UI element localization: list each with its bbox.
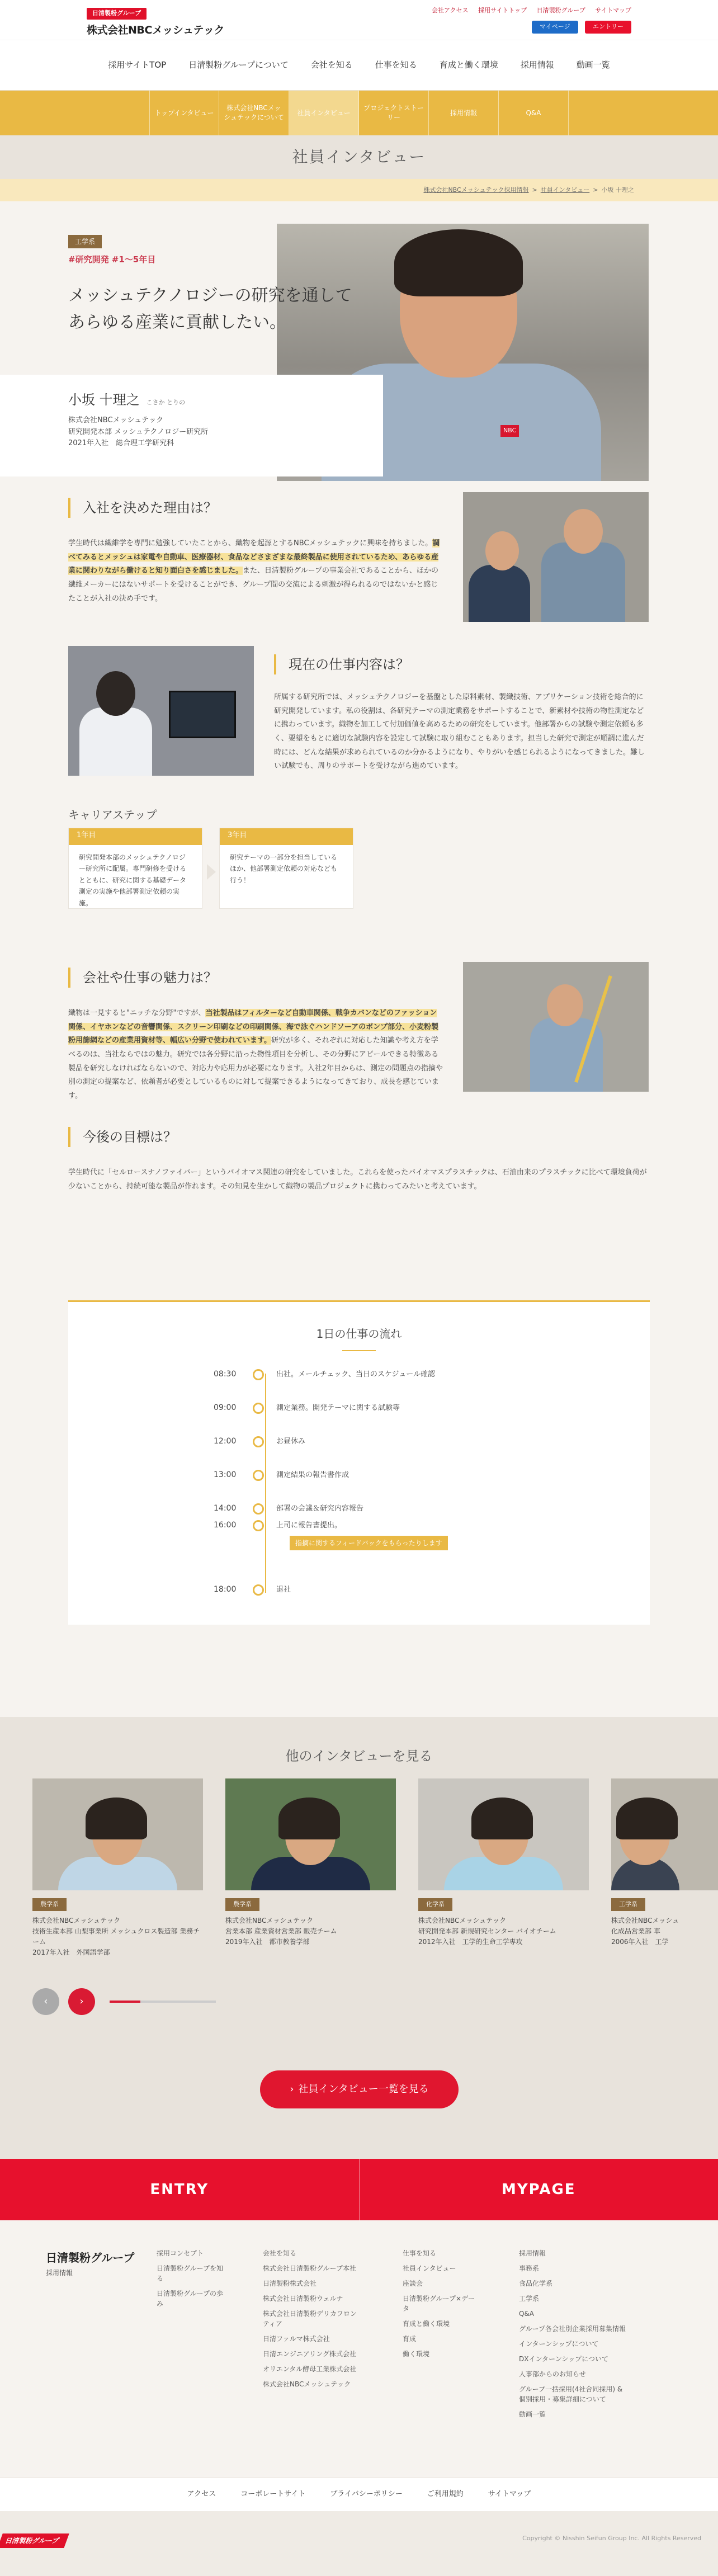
- hero-section: [0, 201, 718, 484]
- footer-link[interactable]: 日清製粉株式会社: [263, 2280, 317, 2287]
- breadcrumb-parent[interactable]: 社員インタビュー: [540, 186, 590, 194]
- utility-links: [424, 6, 631, 16]
- footer-sub-link[interactable]: コーポレートサイト: [240, 2490, 306, 2499]
- other-interviews-title: 他のインタビューを見る: [285, 1748, 433, 1764]
- arrow-circle-icon: ›: [290, 2083, 294, 2095]
- footer-link[interactable]: グループ各会社別企業採用募集情報: [519, 2325, 626, 2333]
- footer-link[interactable]: 日清ファルマ株式会社: [263, 2335, 330, 2343]
- breadcrumb: 株式会社NBCメッシュテック採用情報 > 社員インタビュー > 小坂 十理之: [0, 179, 718, 201]
- page-title: 社員インタビュー: [0, 135, 718, 179]
- footer-link[interactable]: インターンシップについて: [519, 2340, 599, 2348]
- mypage-button[interactable]: マイページ: [532, 21, 578, 34]
- career-heading: キャリアステップ: [68, 808, 157, 822]
- cta-mypage[interactable]: MYPAGE: [501, 2181, 576, 2198]
- career-step-label: 1年目: [69, 828, 202, 845]
- footer-link[interactable]: 会社を知る: [263, 2249, 297, 2257]
- timeline-dot-icon: [253, 1369, 264, 1380]
- footer-sub-links: [0, 2478, 718, 2511]
- gnav-item[interactable]: 仕事を知る: [375, 59, 417, 70]
- q4-text: 学生時代に「セルロースナノファイバー」というバイオマス関連の研究をしていました。これらを使ったバイオマスプラスチックは、石油由来のプラスチックに比べて環境負荷が少ないことから、持続可能な製品が作れます。その知見を生かして織物の製品プロジェクトに携わってみたいと考えています。: [68, 1168, 647, 1191]
- next-arrow-icon[interactable]: ›: [68, 1988, 95, 2015]
- footer-link[interactable]: 座談会: [403, 2280, 423, 2287]
- career-step-1: [68, 828, 202, 909]
- career-step-text: 研究テーマの一部分を担当しているほか、他部署測定依頼の対応なども行う！: [230, 853, 338, 884]
- q1-text: 学生時代は繊維学を専門に勉強していたことから、織物を起源とするNBCメッシュテックに興味を持ちました。調べてみるとメッシュは家電や自動車、医療器材、食品などさまざまな最終製品に使用されているため、あらゆる産業に関わりながら働けると知り面白さを感じました。また、日清製粉グループの事業会社であることから、ほかの繊維メーカーにはないサポートを受けることができ、グループ間の交流による刺激が得られるのではないかと感じたことが入社の決め手です。: [68, 539, 440, 603]
- link-sitemap[interactable]: サイトマップ: [595, 7, 631, 14]
- footer-sub-link[interactable]: プライバシーポリシー: [330, 2490, 403, 2499]
- footer-link[interactable]: 工学系: [519, 2295, 540, 2303]
- interview-card-photo: [418, 1778, 589, 1890]
- footer-link[interactable]: 株式会社日清製粉ウェルナ: [263, 2295, 343, 2303]
- profile-card: [0, 375, 383, 476]
- employee-photo: NBC: [277, 224, 649, 481]
- entry-button[interactable]: エントリー: [585, 21, 631, 34]
- profile-company: 株式会社NBCメッシュテック: [68, 416, 164, 424]
- cta-banner: [0, 2159, 718, 2220]
- company-logo[interactable]: [87, 7, 224, 39]
- link-recruit-top[interactable]: 採用サイトトップ: [478, 7, 527, 14]
- footer-link[interactable]: 株式会社日清製粉デリカフロンティア: [263, 2310, 357, 2328]
- interview-card[interactable]: [225, 1778, 396, 1947]
- carousel-progress: [110, 2001, 216, 2003]
- employee-kana: こさか とりの: [146, 399, 186, 406]
- q1-photo: [463, 492, 649, 622]
- footer-link[interactable]: 育成: [403, 2335, 417, 2343]
- gnav-item[interactable]: 採用情報: [520, 59, 554, 70]
- interview-card-photo: [225, 1778, 396, 1890]
- breadcrumb-current: 小坂 十理之: [601, 186, 634, 194]
- gnav-item[interactable]: 採用サイトTOP: [108, 59, 167, 70]
- schedule-row: 13:00 測定結果の報告書作成: [214, 1467, 349, 1484]
- interview-card-text: 株式会社NBCメッシュテック 研究開発本部 新規研究センター バイオチーム 2012年入社 工学的生命工学専攻: [418, 1916, 556, 1946]
- footer-link[interactable]: 日清製粉グループ×データ: [403, 2295, 475, 2313]
- interview-card-tag: 農学系: [32, 1898, 67, 1911]
- q1-heading: 入社を決めた理由は？: [68, 498, 217, 518]
- footer-link[interactable]: 仕事を知る: [403, 2249, 437, 2257]
- career-step-text: 研究開発本部のメッシュテクノロジー研究所に配属。専門研修を受けるとともに、研究に関する基礎データ測定の実施や他部署測定依頼の実施。: [79, 853, 187, 907]
- footer-col-2: [263, 2248, 358, 2394]
- footer: [0, 2220, 718, 2455]
- footer-link[interactable]: 株式会社日清製粉グループ本社: [263, 2264, 357, 2272]
- timeline-dot-icon: [253, 1503, 264, 1515]
- footer-link[interactable]: DXインターンシップについて: [519, 2355, 608, 2363]
- q2-heading: 現在の仕事内容は？: [274, 654, 409, 674]
- schedule-row: 09:00 測定業務。開発テーマに関する試験等: [214, 1400, 400, 1417]
- employee-name: 小坂 十理之: [68, 392, 140, 408]
- interview-card-tag: 農学系: [225, 1898, 259, 1911]
- footer-col-3: [403, 2248, 481, 2364]
- q3-text: 織物は一見すると"ニッチな分野"ですが、当社製品はフィルターなど自動車関係、戦争カバンなどのファッション関係、イヤホンなどの音響関係、スクリーン印刷などの印刷関係、海で泳ぐハンドソーアのポンプ部分、小麦粉製粉用篩網などの産業用資材等、幅広い分野で使われています。研究が多く、それぞれに対応した知識や考え方を学べるのは、当社ならではの魅力。研究では各分野に沿った物性項目を分析し、その分野にアピールできる特徴ある製品を研究しなければならないので、対応力や応用力が必要になります。入社2年目からは、測定の問題点の指摘や別の測定の提案など、依頼者が必要としているものに対して提案できるようになってきており、成長を感じています。: [68, 1009, 443, 1101]
- cta-entry[interactable]: ENTRY: [0, 2159, 360, 2220]
- interview-card-text: 株式会社NBCメッシュテック 営業本部 産業資材営業部 販売チーム 2019年入社 都市教養学部: [225, 1916, 337, 1946]
- group-logo: 日清製粉グループ: [87, 8, 147, 20]
- interview-card[interactable]: [418, 1778, 589, 1947]
- breadcrumb-home[interactable]: 株式会社NBCメッシュテック採用情報: [423, 186, 529, 194]
- q2-photo: [68, 646, 254, 776]
- footer-link[interactable]: 採用情報: [519, 2249, 546, 2257]
- profile-department: 研究開発本部 メッシュテクノロジー研究所: [68, 427, 209, 436]
- subnav-item[interactable]: Q&A: [499, 91, 569, 135]
- hashtags: #研究開発 #1〜5年目: [68, 254, 156, 265]
- interview-card-photo: [32, 1778, 203, 1890]
- link-access[interactable]: 会社アクセス: [432, 7, 469, 14]
- daily-schedule: [68, 1300, 650, 1625]
- global-nav: [0, 40, 718, 91]
- footer-link[interactable]: 働く環境: [403, 2350, 430, 2358]
- sub-nav: [0, 91, 718, 135]
- gnav-item[interactable]: 動画一覧: [576, 59, 610, 70]
- carousel-controls: [32, 1988, 216, 2015]
- footer-link[interactable]: グループ一括採用(4社合同採用) & 個別採用・募集詳細について: [519, 2385, 623, 2403]
- footer-link[interactable]: Q&A: [519, 2310, 535, 2318]
- footer-logo[interactable]: 日清製粉グループ 採用情報: [46, 2251, 135, 2277]
- gnav-item[interactable]: 育成と働く環境: [439, 59, 498, 70]
- footer-link[interactable]: 社員インタビュー: [403, 2264, 456, 2272]
- footer-col-1: [157, 2248, 224, 2314]
- career-step-label: 3年目: [220, 828, 353, 845]
- footer-sub-link[interactable]: サイトマップ: [488, 2490, 531, 2499]
- link-group[interactable]: 日清製粉グループ: [536, 7, 585, 14]
- gnav-item[interactable]: 会社を知る: [310, 59, 353, 70]
- subnav-item[interactable]: トップインタビュー: [149, 91, 219, 135]
- footer-link[interactable]: 日清製粉グループの歩み: [157, 2290, 224, 2308]
- timeline-dot-icon: [253, 1436, 264, 1447]
- schedule-note: 指摘に関するフィードバックをもらったりします: [290, 1536, 448, 1550]
- schedule-title: 1日の仕事の流れ: [68, 1324, 650, 1351]
- interview-card-tag: 工学系: [611, 1898, 645, 1911]
- interview-card-text: 株式会社NBCメッシュ 化成品営業部 車 2006年入社 工学: [611, 1916, 679, 1946]
- footer-link[interactable]: 事務系: [519, 2264, 540, 2272]
- footer-link[interactable]: 食品化学系: [519, 2280, 553, 2287]
- interview-card[interactable]: [611, 1778, 718, 1947]
- q2-text: 所属する研究所では、メッシュテクノロジーを基盤とした原料素材、製織技術、アプリケーション技術を総合的に研究開発しています。私の役割は、各研究テーマの測定業務をサポートすることで、新素材や技術の物性測定などに携わっています。織物を加工して付加価値を高めるための研究をしています。他部署からの試験や測定依頼も多く、要望をもとに適切な試験内容を設定して試験に取り組むこともあります。担当した研究で測定が順調に進んだ時には、どんな結果が求められているのか分かるようになり、やりがいを感じられるようになってきました。難しい試験でも、周りのサポートを受けながら進めています。: [274, 693, 645, 771]
- schedule-row: 14:00 部署の会議＆研究内容報告: [214, 1501, 363, 1517]
- timeline-dot-icon: [253, 1584, 264, 1596]
- footer-link[interactable]: 育成と働く環境: [403, 2320, 450, 2328]
- footer-sub-link[interactable]: アクセス: [187, 2490, 216, 2499]
- footer-group-logo[interactable]: 日清製粉グループ: [0, 2533, 69, 2548]
- schedule-row: 18:00 退社: [214, 1582, 291, 1598]
- timeline-dot-icon: [253, 1520, 264, 1531]
- career-arrow-icon: [207, 864, 216, 880]
- schedule-row: 08:30 出社。メールチェック、当日のスケジュール確認: [214, 1366, 435, 1383]
- footer-sub-link[interactable]: ご利用規約: [427, 2490, 464, 2499]
- copyright-bar: [0, 2511, 718, 2576]
- footer-col-4: [519, 2248, 631, 2424]
- footer-link[interactable]: 採用コンセプト: [157, 2249, 204, 2257]
- subnav-item-active[interactable]: 社員インタビュー: [289, 91, 359, 135]
- lead-copy: メッシュテクノロジーの研究を通して あらゆる産業に貢献したい。: [68, 286, 352, 332]
- interview-card-text: 株式会社NBCメッシュテック 技術生産本部 山梨事業所 メッシュクロス製造部 業務チーム 2017年入社 外国語学部: [32, 1916, 200, 1957]
- timeline-dot-icon: [253, 1403, 264, 1414]
- footer-link[interactable]: 日清エンジニアリング株式会社: [263, 2350, 356, 2358]
- prev-arrow-icon[interactable]: ‹: [32, 1988, 59, 2015]
- subnav-item[interactable]: 採用情報: [429, 91, 499, 135]
- interview-card-photo: [611, 1778, 718, 1890]
- company-name: 株式会社NBCメッシュテック: [87, 23, 224, 36]
- footer-link[interactable]: 株式会社NBCメッシュテック: [263, 2380, 351, 2388]
- interview-card-tag: 化学系: [418, 1898, 452, 1911]
- other-interviews: [0, 1717, 718, 2159]
- q4-heading: 今後の目標は？: [68, 1127, 177, 1147]
- interview-card[interactable]: [32, 1778, 203, 1959]
- q3-heading: 会社や仕事の魅力は？: [68, 968, 217, 988]
- more-interviews-button[interactable]: › 社員インタビュー一覧を見る: [260, 2070, 459, 2108]
- footer-link[interactable]: 日清製粉グループを知る: [157, 2264, 224, 2282]
- top-header: [0, 0, 718, 40]
- career-step-2: [219, 828, 353, 909]
- timeline-dot-icon: [253, 1470, 264, 1481]
- footer-link[interactable]: 人事部からのお知らせ: [519, 2370, 586, 2378]
- schedule-row: 16:00 上司に報告書提出。: [214, 1517, 342, 1534]
- q3-photo: [463, 962, 649, 1092]
- category-tag: 工学系: [68, 235, 102, 248]
- gnav-item[interactable]: 日清製粉グループについて: [188, 59, 289, 70]
- footer-link[interactable]: オリエンタル酵母工業株式会社: [263, 2365, 357, 2373]
- footer-link[interactable]: 動画一覧: [519, 2410, 546, 2418]
- schedule-row: 12:00 お昼休み: [214, 1433, 305, 1450]
- copyright-text: Copyright © Nisshin Seifun Group Inc. All Rights Reserved: [522, 2535, 701, 2542]
- subnav-item[interactable]: 株式会社NBCメッシュテックについて: [219, 91, 289, 135]
- subnav-item[interactable]: プロジェクトストーリー: [359, 91, 429, 135]
- profile-join: 2021年入社 総合理工学研究科: [68, 439, 174, 448]
- header-buttons: [527, 20, 631, 34]
